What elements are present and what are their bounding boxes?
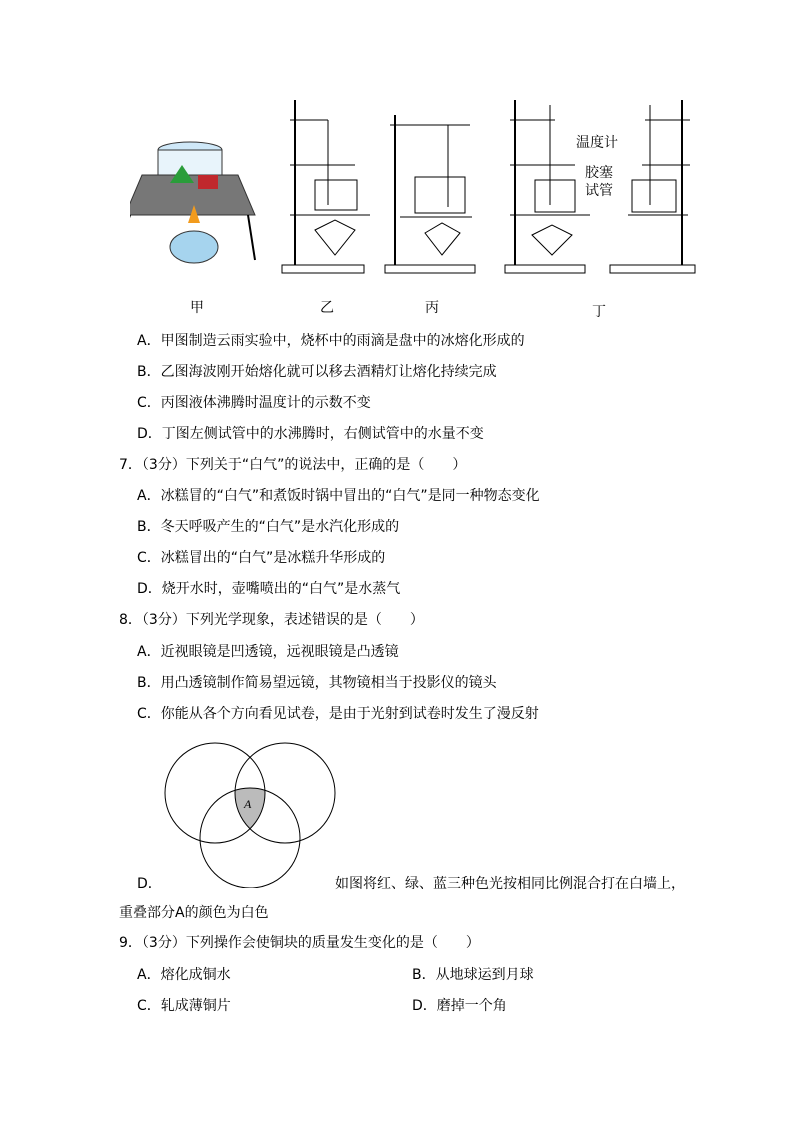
q7-option-d: D．烧开水时，壶嘴喷出的“白气”是水蒸气 bbox=[137, 581, 401, 597]
q8-option-a: A．近视眼镜是凹透镜，远视眼镜是凸透镜 bbox=[137, 644, 399, 660]
q9-option-b: B．从地球运到月球 bbox=[412, 967, 534, 983]
q9-option-a: A．熔化成铜水 bbox=[137, 967, 231, 983]
q7-option-b: B．冬天呼吸产生的“白气”是水汽化形成的 bbox=[137, 519, 400, 535]
figure-jia-apparatus bbox=[130, 142, 255, 263]
figure-bing-apparatus bbox=[385, 115, 475, 273]
q6-option-d: D．丁图左侧试管中的水沸腾时，右侧试管中的水量不变 bbox=[137, 426, 484, 442]
figure-label-ding: 丁 bbox=[592, 304, 606, 320]
q7-option-a: A．冰糕冒的“白气”和煮饭时锅中冒出的“白气”是同一种物态变化 bbox=[137, 488, 540, 504]
color-venn-diagram bbox=[160, 738, 340, 888]
venn-label-a: A bbox=[244, 797, 252, 811]
q8-option-b: B．用凸透镜制作简易望远镜，其物镜相当于投影仪的镜头 bbox=[137, 675, 497, 691]
q8-option-d-prefix: D． bbox=[137, 876, 162, 892]
q9-stem: 9．（3分）下列操作会使铜块的质量发生变化的是（ ） bbox=[119, 935, 480, 951]
q8-option-d-text: 如图将红、绿、蓝三种色光按相同比例混合打在白墙上， bbox=[335, 876, 685, 892]
q6-option-b: B．乙图海波刚开始熔化就可以移去酒精灯让熔化持续完成 bbox=[137, 364, 497, 380]
stopper-label: 胶塞 bbox=[585, 165, 613, 181]
figure-label-bing: 丙 bbox=[425, 300, 439, 316]
q9-option-c: C．轧成薄铜片 bbox=[137, 998, 231, 1014]
figure-yi-apparatus bbox=[282, 100, 370, 273]
q8-option-d-cont: 重叠部分A的颜色为白色 bbox=[119, 905, 269, 921]
figure-label-jia: 甲 bbox=[190, 300, 204, 316]
q7-stem: 7．（3分）下列关于“白气”的说法中，正确的是（ ） bbox=[119, 457, 467, 473]
q8-option-c: C．你能从各个方向看见试卷，是由于光射到试卷时发生了漫反射 bbox=[137, 706, 539, 722]
q7-option-c: C．冰糕冒出的“白气”是冰糕升华形成的 bbox=[137, 550, 386, 566]
thermometer-label: 温度计 bbox=[576, 135, 618, 151]
experiment-figure bbox=[130, 95, 700, 280]
test-tube-label: 试管 bbox=[585, 183, 613, 199]
q6-option-a: A．甲图制造云雨实验中，烧杯中的雨滴是盘中的冰熔化形成的 bbox=[137, 333, 525, 349]
figure-label-yi: 乙 bbox=[320, 300, 334, 316]
q6-option-c: C．丙图液体沸腾时温度计的示数不变 bbox=[137, 395, 371, 411]
q9-option-d: D．磨掉一个角 bbox=[412, 998, 507, 1014]
q8-stem: 8．（3分）下列光学现象，表述错误的是（ ） bbox=[119, 612, 424, 628]
